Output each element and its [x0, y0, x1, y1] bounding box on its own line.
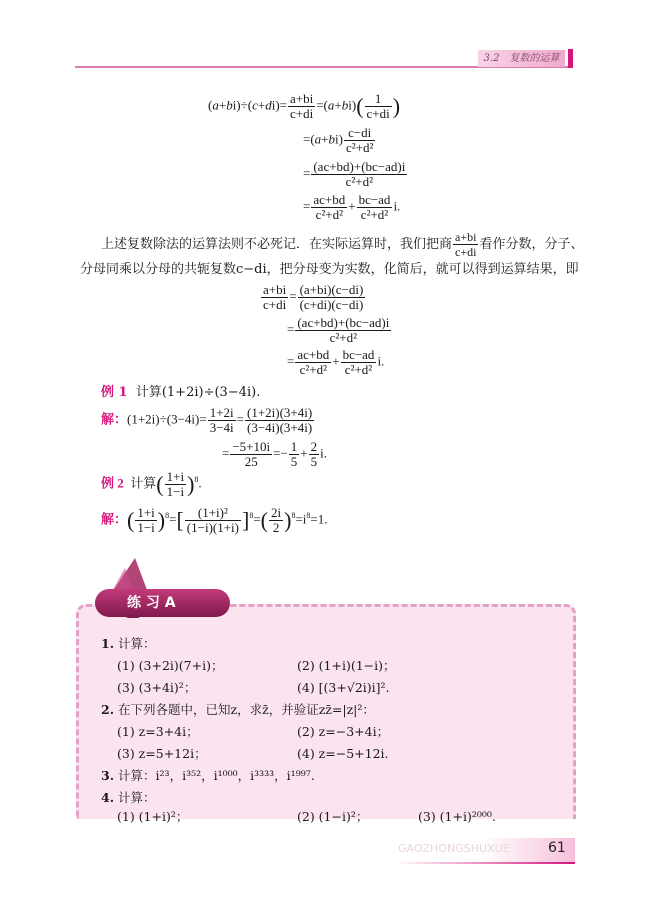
- example1-solution-line2: = $\frac{-5+10i}{25}$ =− $\frac{1}{5}$ + $\frac{2}{5}$ i.: [222, 439, 328, 469]
- question-3: 3. 计算：i²³，i³⁵²，i¹⁰⁰⁰，i³³³³，i¹⁹⁹⁷.: [101, 768, 315, 783]
- q1-item-1: (1) (3+2i)(7+i)；: [117, 658, 224, 673]
- derivation2-line1: $\frac{a+bi}{c+di}$ = $\frac{(a+bi)(c-di)}{(c+di)(c-di)}$: [263, 282, 364, 312]
- q2-item-2: (2) z=−3+4i；: [297, 724, 390, 739]
- q1-item-3: (3) (3+4i)²；: [117, 680, 197, 695]
- derivation1-line2: =(a+bi) $\frac{c-di}{\text{c²+d²}}$: [303, 125, 374, 155]
- example2-problem: 例 2 计算( $\frac{1+i}{1-i}$ )$^8$.: [101, 469, 202, 499]
- derivation1-line4: = $\frac{ac+bd}{\text{c²+d²}}$ + $\frac{bc-ad}{\text{c²+d²}}$ i.: [303, 192, 401, 222]
- example1-problem: 例 1 计算(1+2i)÷(3−4i).: [101, 385, 261, 400]
- q2-item-1: (1) z=3+4i；: [117, 724, 199, 739]
- derivation2-line3: = $\frac{ac+bd}{\text{c²+d²}}$ + $\frac{bc-ad}{\text{c²+d²}}$ i.: [287, 347, 385, 377]
- q4-item-2: (2) (1−i)²；: [297, 809, 369, 824]
- paragraph-line1: 上述复数除法的运算法则不必死记．在实际运算时，我们把商 $\frac{a+bi}{c+di}$ 看作分数，分子、: [101, 230, 584, 259]
- paragraph-line2: 分母同乘以分母的共轭复数c−di，把分母变为实数，化简后，就可以得到运算结果，即: [80, 262, 579, 277]
- q2-item-3: (3) z=5+12i；: [117, 746, 207, 761]
- derivation1-line3: = $\frac{(ac+bd)+(bc-ad)i}{\text{c²+d²}}$: [303, 159, 406, 189]
- page-number: 61: [548, 840, 566, 856]
- q2-item-4: (4) z=−5+12i.: [297, 746, 389, 761]
- footer-brand: GAOZHONGSHUXUE: [398, 842, 510, 855]
- example1-label: 例 1: [101, 385, 128, 400]
- question-1: 1. 计算：: [101, 636, 156, 651]
- header-accent-bar: [568, 49, 573, 68]
- derivation1-line1: (a+bi)÷(c+di)= $\frac{a+bi}{c+di}$ =(a+bi)( $\frac{1}{c+di}$ ): [208, 91, 401, 121]
- q1-item-4: (4) [(3+√2i)i]².: [297, 680, 390, 695]
- practice-title: 练 习 A: [95, 589, 230, 617]
- footer-rule: [395, 862, 575, 864]
- example1-solution-line1: 解：(1+2i)÷(3−4i)= $\frac{1+2i}{3-4i}$ = $\frac{(1+2i)(3+4i)}{(3-4i)(3+4i)}$: [101, 405, 313, 435]
- q4-item-3: (3) (1+i)²⁰⁰⁰.: [418, 809, 496, 824]
- question-2: 2. 在下列各题中，已知z，求z̄，并验证zz̄=|z|²：: [101, 702, 375, 717]
- q1-item-2: (2) (1+i)(1−i)；: [297, 658, 396, 673]
- section-tag: 3.2 复数的运算: [478, 50, 565, 67]
- question-4: 4. 计算：: [101, 790, 156, 805]
- example2-solution: 解：( $\frac{1+i}{1-i}$ )$^8$=[ $\frac{\text{(1+i)²}}{(1-i)(1+i)}$ ]$^8$=( $\frac{2i}{2}$ )$^8=i^8=1$.: [101, 505, 328, 535]
- derivation2-line2: = $\frac{(ac+bd)+(bc-ad)i}{\text{c²+d²}}$: [287, 315, 390, 345]
- q4-item-1: (1) (1+i)²；: [117, 809, 189, 824]
